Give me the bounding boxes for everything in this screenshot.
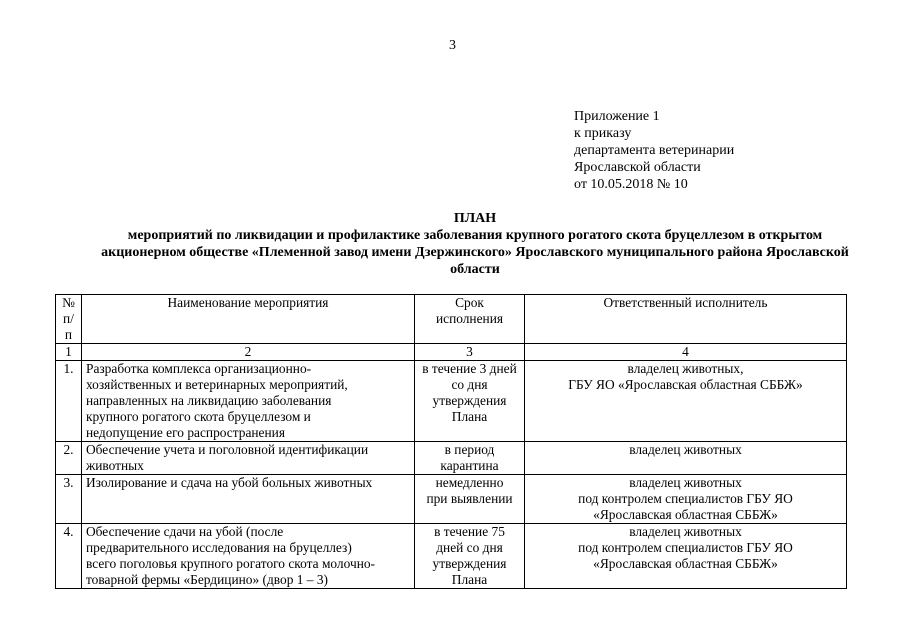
column-numbers-row <box>56 344 847 361</box>
event-term: немедленно при выявлении <box>415 475 525 524</box>
header-number: № п/п <box>56 295 82 344</box>
title-line: области <box>450 262 500 277</box>
event-name: Обеспечение учета и поголовной идентификации животных <box>82 442 415 475</box>
row-number: 1. <box>56 361 82 442</box>
row-number: 2. <box>56 442 82 475</box>
event-name: Разработка комплекса организационно- хозяйственных и ветеринарных мероприятий, направленных на ликвидацию заболевания крупного рогатого скота бруцеллезом и недопущение его распространения <box>82 361 415 442</box>
event-name: Изолирование и сдача на убой больных животных <box>82 475 415 524</box>
table-row <box>56 361 847 442</box>
table-row <box>56 442 847 475</box>
event-executor: владелец животных, ГБУ ЯО «Ярославская областная СББЖ» <box>525 361 847 442</box>
table-header-row <box>56 295 847 344</box>
column-number: 2 <box>82 344 415 361</box>
header-event-name: Наименование мероприятия <box>82 295 415 344</box>
table-row <box>56 475 847 524</box>
header-executor: Ответственный исполнитель <box>525 295 847 344</box>
appendix-line: Приложение 1 <box>574 109 660 124</box>
table-row <box>56 524 847 589</box>
appendix-line: от 10.05.2018 № 10 <box>574 177 688 192</box>
appendix-block <box>574 108 734 193</box>
event-name: Обеспечение сдачи на убой (после предварительного исследования на бруцеллез) всего поголовья крупного рогатого скота молочно- товарной фермы «Бердицино» (двор 1 – 3) <box>82 524 415 589</box>
event-executor: владелец животных под контролем специалистов ГБУ ЯО «Ярославская областная СББЖ» <box>525 475 847 524</box>
row-number: 4. <box>56 524 82 589</box>
event-term: в течение 75 дней со дня утверждения Плана <box>415 524 525 589</box>
column-number: 3 <box>415 344 525 361</box>
title-heading: ПЛАН <box>453 211 497 226</box>
event-executor: владелец животных под контролем специалистов ГБУ ЯО «Ярославская областная СББЖ» <box>525 524 847 589</box>
page-number: 3 <box>449 38 456 53</box>
column-number: 4 <box>525 344 847 361</box>
plan-table <box>55 294 847 589</box>
appendix-line: к приказу <box>574 126 632 141</box>
document-title <box>60 210 890 278</box>
header-term: Срок исполнения <box>415 295 525 344</box>
event-term: в течение 3 дней со дня утверждения Плана <box>415 361 525 442</box>
title-line: мероприятий по ликвидации и профилактике заболевания крупного рогатого скота бруцеллезом в открытом <box>127 228 823 243</box>
title-line: акционерном обществе «Племенной завод имени Дзержинского» Ярославского муниципального района Ярославской <box>101 245 849 260</box>
column-number: 1 <box>56 344 82 361</box>
row-number: 3. <box>56 475 82 524</box>
appendix-line: Ярославской области <box>574 160 701 175</box>
event-term: в период карантина <box>415 442 525 475</box>
appendix-line: департамента ветеринарии <box>574 143 735 158</box>
event-executor: владелец животных <box>525 442 847 475</box>
